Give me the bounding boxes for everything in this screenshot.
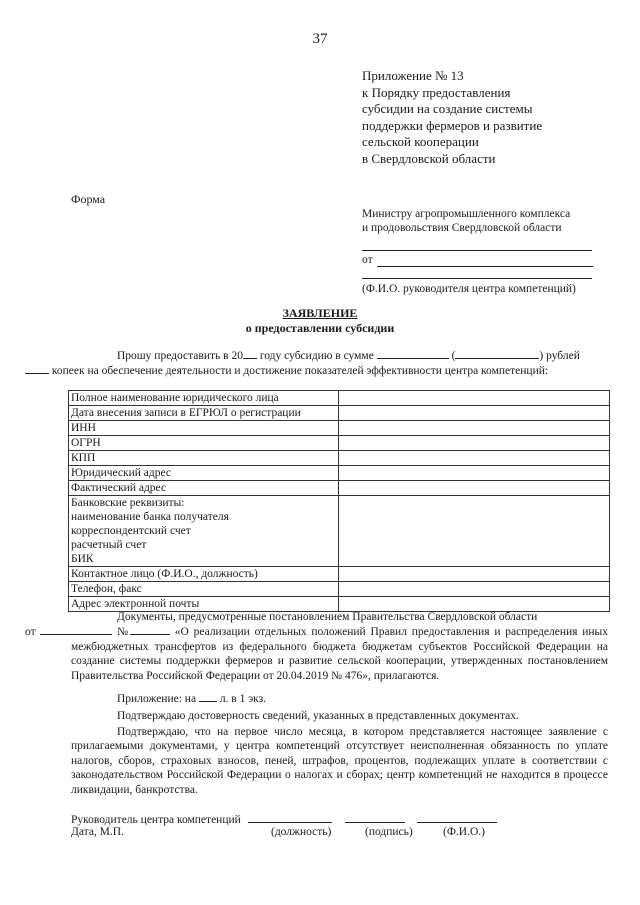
fio-note: (Ф.И.О. руководителя центра компетенций): [362, 283, 576, 295]
request-text: копеек на обеспечение деятельности и достижение показателей эффективности центра компетенций:: [49, 365, 549, 378]
row-label: ОГРН: [69, 436, 339, 451]
table-row: [69, 567, 610, 582]
table-row: [69, 496, 610, 567]
from-prefix: от: [362, 254, 373, 266]
bank-details-label: [69, 496, 339, 567]
table-row: [69, 481, 610, 496]
bank-subline: БИК: [71, 553, 94, 565]
request-text: (: [448, 350, 456, 362]
fio-line[interactable]: [417, 812, 497, 823]
row-label: Фактический адрес: [69, 481, 339, 496]
from-blank-line: [377, 254, 593, 267]
row-value[interactable]: [339, 567, 610, 582]
addressee-line: и продовольствия Свердловской области: [362, 222, 562, 234]
appendix-line: к Порядку предоставления: [362, 84, 511, 100]
documents-text: «О реализации отдельных положений Правил предоставления: [174, 626, 490, 639]
title-main: ЗАЯВЛЕНИЕ: [282, 306, 358, 320]
decree-number-blank: [130, 624, 170, 635]
row-value[interactable]: [339, 496, 610, 567]
pages-blank: [199, 691, 217, 702]
addressee-blank-line: [362, 237, 592, 251]
row-value[interactable]: [339, 582, 610, 597]
head-label: Руководитель центра компетенций: [71, 814, 241, 826]
bank-subline: расчетный счет: [71, 539, 147, 551]
appendix-line: в Свердловской области: [362, 150, 496, 166]
table-row: [69, 436, 610, 451]
position-caption: (должность): [271, 826, 332, 838]
table-row: [69, 582, 610, 597]
fio-caption: (Ф.И.О.): [443, 826, 485, 838]
bank-subline: наименование банка получателя: [71, 511, 229, 523]
from-row: [362, 251, 593, 267]
row-label: Полное наименование юридического лица: [69, 391, 339, 406]
appendix-line: субсидии на создание системы: [362, 101, 533, 116]
documents-text: Документы, предусмотренные постановлением Правительства Свердловской области: [117, 611, 538, 623]
appendix-note-text: Приложение: на: [117, 693, 197, 705]
row-label: Телефон, факс: [69, 582, 339, 597]
row-label: Контактное лицо (Ф.И.О., должность): [69, 567, 339, 582]
row-value[interactable]: [339, 451, 610, 466]
table-row: [69, 391, 610, 406]
documents-text: от: [25, 626, 36, 639]
table-row: [69, 466, 610, 481]
row-value[interactable]: [339, 481, 610, 496]
row-value[interactable]: [339, 406, 610, 421]
row-value[interactable]: [339, 421, 610, 436]
page-number: 37: [312, 31, 328, 47]
documents-paragraph: [25, 610, 609, 683]
request-text: ) рублей: [539, 350, 580, 362]
appendix-note-text: л. в 1 экз.: [219, 693, 267, 705]
documents-text: и распределения иных межбюджетных трансфертов из федерального бюджета бюджетам субъектов Российской Федерации на создание системы поддержки фермеров и развитие сельской кооперации, утвержденных постановлением Правительства Российской Федерации от 20.04.2019 № 476», прилагаются.: [71, 626, 609, 682]
title-sub: о предоставлении субсидии: [245, 321, 395, 335]
kopecks-blank: [25, 363, 49, 374]
document-title: [0, 306, 640, 336]
request-text: году субсидию в сумме: [256, 350, 377, 362]
row-value[interactable]: [339, 466, 610, 481]
addressee-block: [362, 207, 593, 296]
documents-text: №: [117, 626, 131, 639]
amount-words-blank: [455, 348, 539, 359]
applicant-details-table: [68, 390, 610, 612]
request-paragraph: [49, 348, 608, 379]
year-blank: [243, 348, 257, 359]
row-value[interactable]: [339, 391, 610, 406]
row-label: ИНН: [69, 421, 339, 436]
date-label: Дата, М.П.: [71, 826, 124, 838]
row-label: Адрес электронной почты: [69, 597, 339, 612]
appendix-line: Приложение № 13: [362, 68, 464, 83]
table-row: [69, 451, 610, 466]
amount-blank: [377, 348, 449, 359]
signature-caption: (подпись): [365, 826, 413, 838]
addressee-line: Министру агропромышленного комплекса: [362, 208, 571, 220]
row-label: Банковские реквизиты:: [71, 497, 185, 509]
table-row: [69, 406, 610, 421]
row-label: Дата внесения записи в ЕГРЮЛ о регистрации: [69, 406, 339, 421]
signature-row: [71, 812, 497, 826]
form-label: Форма: [71, 192, 106, 206]
appendix-line: сельской кооперации: [362, 134, 479, 149]
row-value[interactable]: [339, 436, 610, 451]
decree-date-blank: [40, 624, 112, 635]
row-label: КПП: [69, 451, 339, 466]
appendix-note: [71, 691, 608, 706]
addressee-blank-line: [362, 268, 592, 279]
request-text: Прошу предоставить в 20: [117, 350, 243, 362]
signature-line[interactable]: [345, 812, 405, 823]
row-label: Юридический адрес: [69, 466, 339, 481]
confirmation-2: Подтверждаю, что на первое число месяца, в котором представляется настоящее заявление с прилагаемыми документами, у центра компетенций отсутствует неисполненная обязанность по уплате налогов, сборов, страховых взносов, пеней, штрафов, процентов, подлежащих уплате в соответствии с законодательством Российской Федерации о налогах и сборах; центр компетенций не находится в процессе ликвидации, банкротства.: [71, 726, 608, 796]
appendix-line: поддержки фермеров и развитие: [362, 117, 543, 133]
position-line[interactable]: [248, 812, 332, 823]
bank-subline: корреспондентский счет: [71, 525, 191, 537]
appendix-header: [362, 68, 542, 167]
table-row: [69, 421, 610, 436]
confirmation-1: Подтверждаю достоверность сведений, указанных в представленных документах.: [117, 710, 519, 722]
